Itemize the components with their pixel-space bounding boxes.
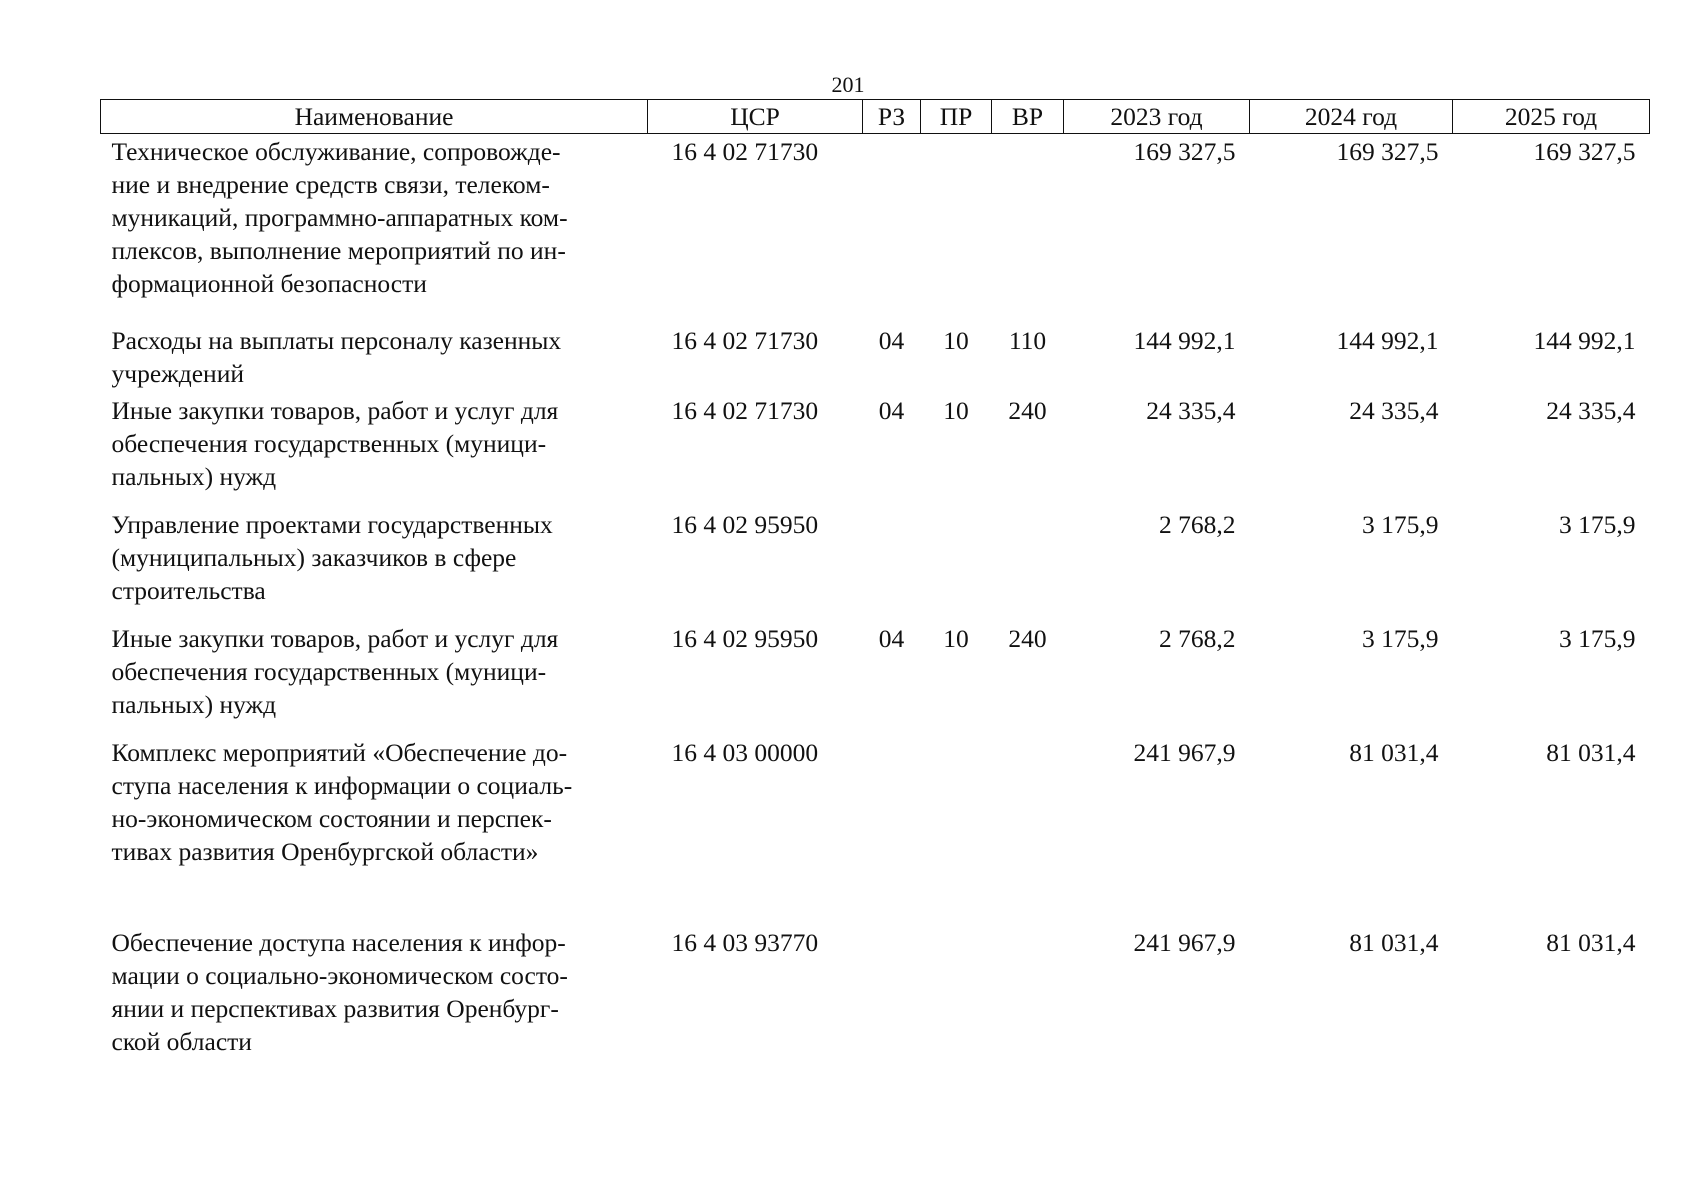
row-vr: 110 <box>1008 326 1047 355</box>
row-2024: 24 335,4 <box>1349 396 1439 425</box>
row-csr: 16 4 02 95950 <box>671 624 819 653</box>
row-pr <box>921 736 992 926</box>
row-vr <box>992 508 1064 622</box>
row-2025: 169 327,5 <box>1533 137 1636 166</box>
row-2024: 3 175,9 <box>1362 510 1439 539</box>
row-2023: 2 768,2 <box>1159 624 1236 653</box>
table-row <box>101 926 1650 1058</box>
header-2023: 2023 год <box>1064 100 1250 134</box>
table-header-row <box>101 100 1650 134</box>
row-2023: 241 967,9 <box>1133 928 1236 957</box>
table-row <box>101 622 1650 736</box>
row-rz: 04 <box>878 624 905 653</box>
row-2024: 3 175,9 <box>1362 624 1439 653</box>
row-pr: 10 <box>943 396 969 425</box>
row-2023: 2 768,2 <box>1159 510 1236 539</box>
row-csr: 16 4 02 71730 <box>671 137 819 166</box>
row-csr: 16 4 02 71730 <box>671 396 819 425</box>
row-name: Иные закупки товаров, работ и услуг для обеспечения государственных (муници- пальных) нужд <box>111 624 559 719</box>
page-number: 201 <box>831 72 865 97</box>
header-pr: ПР <box>921 100 992 134</box>
row-2023: 144 992,1 <box>1133 326 1236 355</box>
row-2025: 144 992,1 <box>1533 326 1636 355</box>
table-row <box>101 324 1650 394</box>
row-2024: 144 992,1 <box>1336 326 1439 355</box>
header-2025: 2025 год <box>1453 100 1650 134</box>
row-vr: 240 <box>1008 624 1047 653</box>
table-row <box>101 508 1650 622</box>
row-rz: 04 <box>878 396 905 425</box>
row-name: Комплекс мероприятий «Обеспечение до- ступа населения к информации о социаль- но-экономическом состоянии и перспек- тивах развития Оренбургской области» <box>111 738 573 866</box>
row-2023: 241 967,9 <box>1133 738 1236 767</box>
budget-table <box>100 99 1650 1058</box>
row-pr <box>921 134 992 325</box>
row-name: Иные закупки товаров, работ и услуг для обеспечения государственных (муници- пальных) нужд <box>111 396 559 491</box>
row-2025: 3 175,9 <box>1559 510 1636 539</box>
header-2024: 2024 год <box>1250 100 1453 134</box>
row-name: Расходы на выплаты персоналу казенных учреждений <box>111 326 562 388</box>
header-csr: ЦСР <box>648 100 863 134</box>
row-vr <box>992 926 1064 1058</box>
row-2023: 169 327,5 <box>1133 137 1236 166</box>
row-vr <box>992 134 1064 325</box>
table-row <box>101 736 1650 926</box>
row-pr <box>921 508 992 622</box>
row-pr: 10 <box>943 624 969 653</box>
row-csr: 16 4 02 95950 <box>671 510 819 539</box>
row-pr: 10 <box>943 326 969 355</box>
row-csr: 16 4 02 71730 <box>671 326 819 355</box>
header-vr: ВР <box>992 100 1064 134</box>
row-2023: 24 335,4 <box>1146 396 1236 425</box>
row-name: Управление проектами государственных (муниципальных) заказчиков в сфере строительства <box>111 510 553 605</box>
row-2024: 169 327,5 <box>1336 137 1439 166</box>
row-rz <box>863 926 921 1058</box>
row-2025: 3 175,9 <box>1559 624 1636 653</box>
row-2025: 81 031,4 <box>1546 928 1636 957</box>
table-row <box>101 394 1650 508</box>
row-csr: 16 4 03 00000 <box>671 738 819 767</box>
row-rz <box>863 134 921 325</box>
row-2025: 24 335,4 <box>1546 396 1636 425</box>
row-csr: 16 4 03 93770 <box>671 928 819 957</box>
table-row <box>101 134 1650 325</box>
row-2024: 81 031,4 <box>1349 738 1439 767</box>
row-name: Обеспечение доступа населения к инфор- мации о социально-экономическом состо- янии и перспективах развития Оренбург- ской области <box>111 928 568 1056</box>
header-rz: РЗ <box>863 100 921 134</box>
row-rz <box>863 736 921 926</box>
row-rz: 04 <box>878 326 905 355</box>
row-pr <box>921 926 992 1058</box>
row-2024: 81 031,4 <box>1349 928 1439 957</box>
row-vr <box>992 736 1064 926</box>
header-name: Наименование <box>101 100 648 134</box>
row-vr: 240 <box>1008 396 1047 425</box>
row-name: Техническое обслуживание, сопровожде- ние и внедрение средств связи, телеком- муникаций, программно-аппаратных ком- плексов, выполнение мероприятий по ин- формационной безопасности <box>111 137 568 298</box>
row-rz <box>863 508 921 622</box>
row-2025: 81 031,4 <box>1546 738 1636 767</box>
